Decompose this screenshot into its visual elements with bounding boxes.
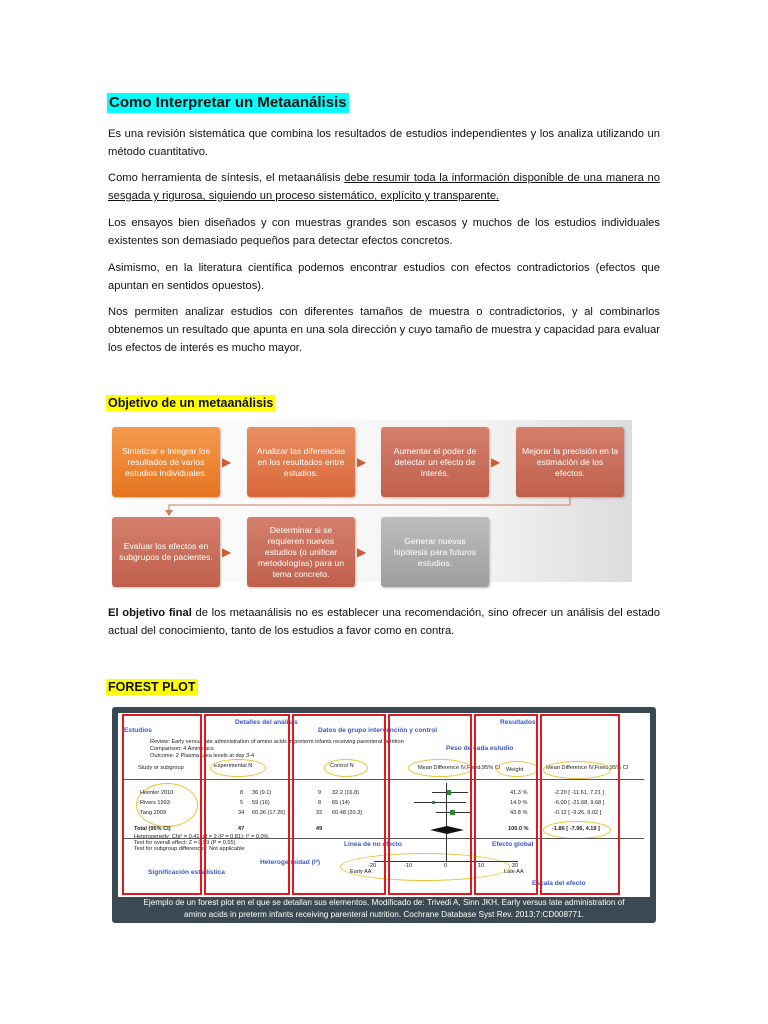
axis-tick: 10 (478, 863, 485, 869)
study-m1: 59 (16) (252, 800, 270, 806)
col-header-ctrl-n: Control N (330, 763, 354, 769)
col-header-exp-n: Experimental N (214, 763, 253, 769)
red-box-weight (474, 714, 538, 895)
study-weight: 43.8 % (510, 810, 528, 816)
label-detalles: Detalles del análisis (235, 719, 298, 726)
review-line-2: Comparison: 4 Amino acs (150, 746, 214, 752)
col-header-md-ci: Mean Difference IV,Fixed,95% CI (546, 765, 629, 771)
final-objective-text: de los metaanálisis no es establecer una recomendación, sino ofrecer un análisis del estado actual del conocimiento, tanto de los estudios a favor como en contra. (108, 607, 660, 637)
col-header-md: Mean Difference IV,Fixed,95% CI (418, 765, 501, 771)
study-n1: 34 (238, 810, 245, 816)
flow-box-precision: Mejorar la precisión en la estimación de los efectos. (516, 427, 624, 497)
label-signif: Significación estadística (148, 869, 225, 876)
axis-tick: -20 (368, 863, 377, 869)
paragraph-contradictory: Asimismo, en la literatura científica podemos encontrar estudios con efectos contradictorios (efectos que apuntan en sentidos opuestos). (108, 262, 660, 292)
flow-box-synthesize: Sintetizar e integrar los resultados de varios estudios individuales. (112, 427, 220, 497)
study-m2: 60.48 (20.3) (332, 810, 363, 816)
caption-line-2: amino acids in preterm infants receiving parenteral nutrition. Cochrane Database Syst Rev. 2013;7:CD008771. (184, 910, 584, 919)
flow-box-subgroups: Evaluar los efectos en subgrupos de pacientes. (112, 517, 220, 587)
red-box-studies (122, 714, 202, 895)
axis-tick: 20 (512, 863, 519, 869)
stat-subgroup: Test for subgroup differences: Not applicable (134, 846, 245, 852)
review-line-3: Outcome: 2 Plasma urea levels at day 3-4 (150, 753, 255, 759)
study-name: Heimler 2010 (140, 790, 174, 796)
flow-arrow-5: ▶ (357, 545, 367, 559)
flow-arrow-1: ▶ (222, 455, 232, 469)
flow-box-hypotheses: Generar nuevas hipótesis para futuros estudios. (381, 517, 489, 587)
study-n2: 32 (316, 810, 323, 816)
axis-tick: -10 (404, 863, 413, 869)
axis-tick: 0 (444, 863, 448, 869)
flow-box-differences: Analizar las diferencias en los resultados entre estudios. (247, 427, 355, 497)
review-line-1: Review: Early versus late administration of amino acids in preterm infants receiving parenteral nutrition (150, 739, 404, 745)
study-weight: 14.9 % (510, 800, 528, 806)
label-linea: Línea de no efecto (344, 841, 402, 848)
stat-heterogeneity: Heterogeneity: Chi² = 0.41, df = 2 (P = 0.81); I² = 0.0% (134, 834, 269, 840)
flow-arrow-4: ▶ (222, 545, 232, 559)
flow-arrow-2: ▶ (357, 455, 367, 469)
paragraph-small-trials: Los ensayos bien diseñados y con muestras grandes son escasos y muchos de los estudios individuales existentes son demasiado pequeños para detectar efectos concretos. (108, 217, 660, 247)
col-header-study: Study or subgroup (138, 765, 184, 771)
paragraph-combine: Nos permiten analizar estudios con diferentes tamaños de muestra o contradictorios, y al combinarlos obtenemos un resultado que apunta en una sola dirección y cuyo tamaño de muestra y capacidad para evaluar los efectos de interés es mucho mayor. (108, 306, 660, 354)
objectives-flow-diagram (107, 420, 632, 582)
red-box-control (292, 714, 386, 895)
red-box-plot (388, 714, 472, 895)
label-datos: Datos de grupo intervención y control (318, 727, 438, 734)
label-peso: Peso de cada estudio (446, 745, 514, 752)
paragraph-final-objective (108, 604, 660, 640)
total-weight: 100.0 % (508, 826, 529, 832)
total-n2: 49 (316, 826, 323, 832)
label-global: Efecto global (492, 841, 534, 848)
flow-box-new-studies: Determinar si se requieren nuevos estudios (o unificar metodologías) para un tema concreto. (247, 517, 355, 587)
study-ci: -6.00 [ -21.68, 9.68 ] (554, 800, 605, 806)
study-m1: 60.36 (17.26) (252, 810, 286, 816)
study-ci: -0.12 [ -9.26, 9.02 ] (554, 810, 602, 816)
label-estudios: Estudios (124, 727, 152, 734)
label-hetero: Heterogeneidad (I²) (260, 859, 321, 866)
study-n2: 8 (318, 800, 322, 806)
section-heading-objectives: Objetivo de un metaanálisis (108, 396, 274, 410)
red-box-experimental (204, 714, 290, 895)
page-title: Como Interpretar un Metaanálisis (109, 94, 347, 111)
study-n1: 5 (240, 800, 244, 806)
col-header-weight: Weight (506, 767, 524, 773)
section-heading-forest-plot: FOREST PLOT (108, 680, 196, 694)
study-weight: 41.3 % (510, 790, 528, 796)
flow-arrow-3: ▶ (491, 455, 501, 469)
study-name: Tang 2009 (140, 810, 167, 816)
stat-overall: Test for overall effect: Z = 0.59 (P = 0.55) (134, 840, 236, 846)
study-name: Rivers 1993 (140, 800, 170, 806)
forest-plot-figure (112, 707, 656, 923)
axis-right-label: Late AA (504, 869, 524, 875)
paragraph-synthesis-intro: Como herramienta de síntesis, el metaanálisis (108, 172, 345, 184)
paragraph-synthesis (108, 169, 660, 205)
total-n1: 47 (238, 826, 245, 832)
paragraph-synthesis-underlined: debe resumir toda la información disponible de una manera no sesgada y rigurosa, siguiendo un proceso sistemático, explícito y transparente. (108, 172, 660, 202)
red-box-ci (540, 714, 620, 895)
study-m2: 65 (14) (332, 800, 350, 806)
figure-caption (112, 897, 656, 921)
label-resultados: Resultados (500, 719, 536, 726)
study-n1: 8 (240, 790, 244, 796)
paragraph-definition: Es una revisión sistemática que combina los resultados de estudios independientes y los analiza utilizando un método cuantitativo. (108, 128, 660, 158)
axis-left-label: Early AA (350, 869, 372, 875)
study-n2: 9 (318, 790, 322, 796)
total-label: Total (95% CI) (134, 826, 171, 832)
study-ci: -2.20 [ -11.61, 7.21 ] (554, 790, 604, 796)
study-m1: 36 (9.1) (252, 790, 272, 796)
study-m2: 32.2 (16.8) (332, 790, 360, 796)
caption-line-1: Ejemplo de un forest plot en el que se detallan sus elementos. Modificado de: Trivedi A, Sinn JKH. Early versus late administration of (143, 898, 625, 907)
label-escala: Escala del efecto (532, 880, 586, 887)
total-ci: -1.86 [ -7.96, 4.19 ] (552, 826, 600, 832)
flow-box-power: Aumentar el poder de detectar un efecto de interés. (381, 427, 489, 497)
final-objective-bold: El objetivo final (108, 607, 192, 619)
forest-plot-image (118, 713, 650, 897)
